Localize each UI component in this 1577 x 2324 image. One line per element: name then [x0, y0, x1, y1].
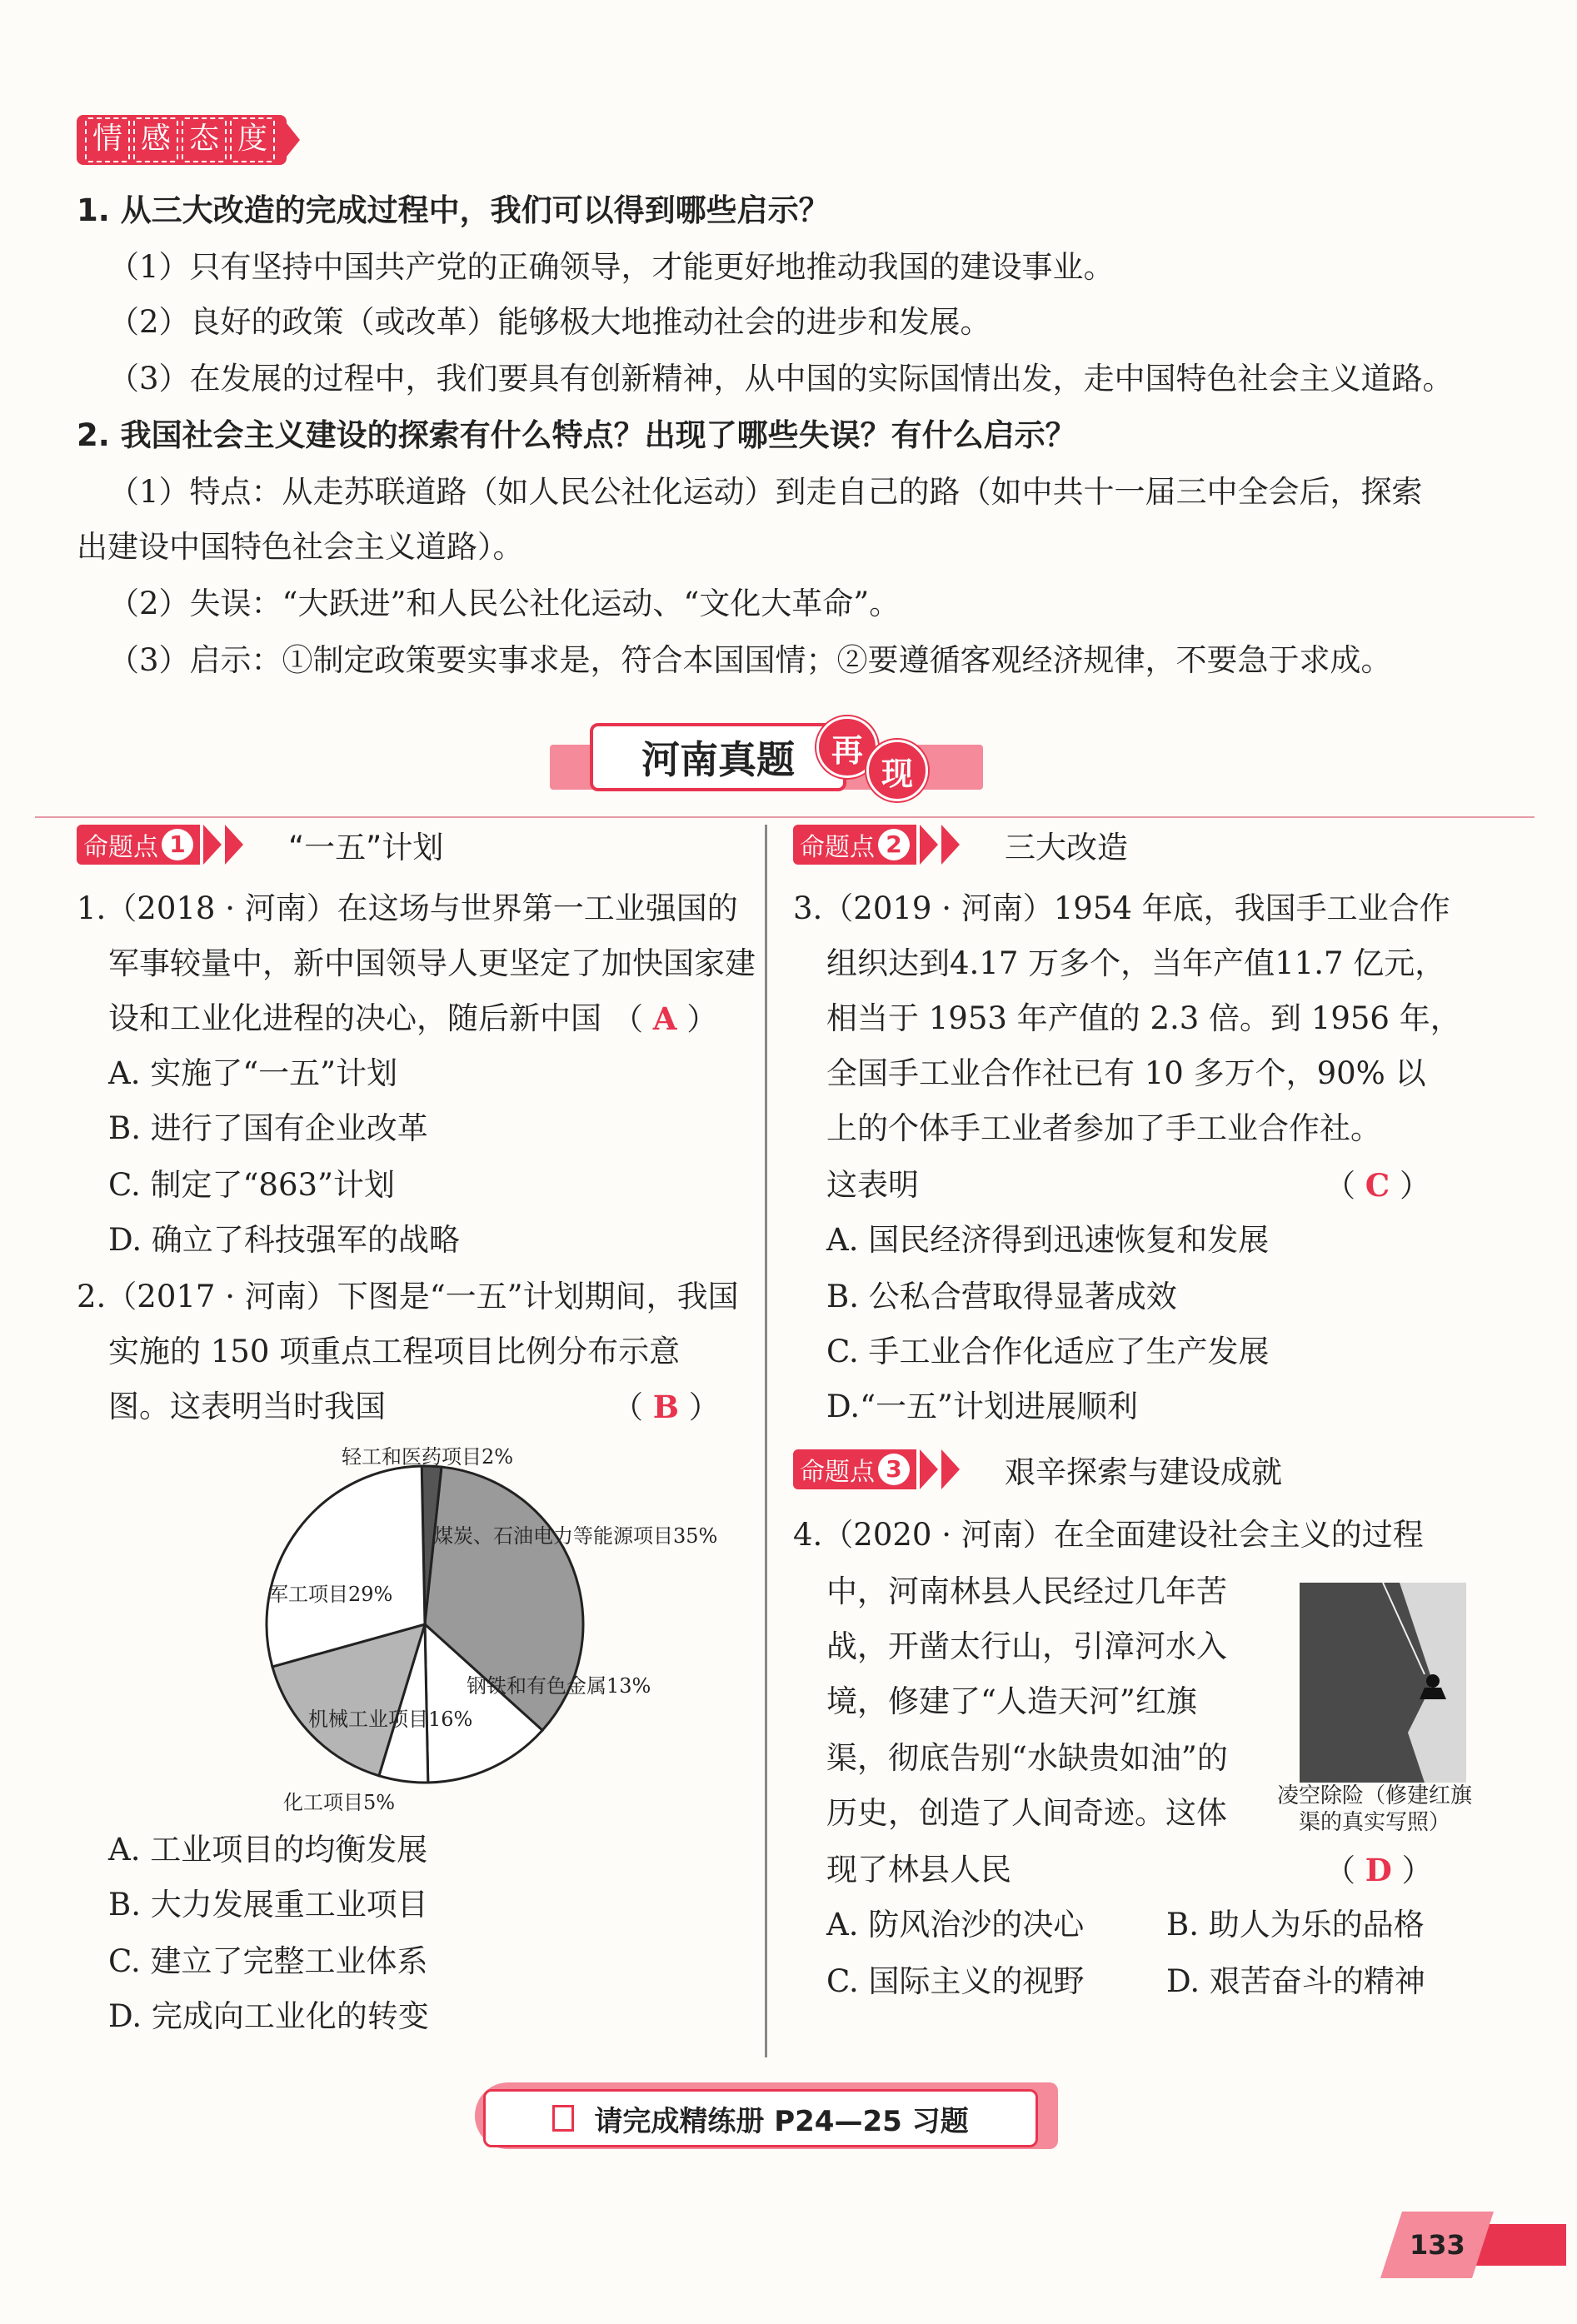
pie-label: 军工项目29%: [268, 1583, 393, 1606]
q3-option: C. 手工业合作化适应了生产发展: [826, 1334, 1270, 1369]
q4-answer-bracket: （ D ）: [1325, 1852, 1433, 1888]
pie-label: 化工项目5%: [283, 1791, 396, 1814]
q1-option: A. 实施了“一五”计划: [108, 1055, 398, 1091]
topic-head-3: [793, 1448, 1282, 1491]
q3-stem: 组织达到4.17 万多个，当年产值11.7 亿元，: [826, 945, 1446, 981]
emotion-answer-line: （3）启示：①制定政策要实事求是，符合本国国情；②要遵循客观经济规律，不要急于求成。: [108, 642, 1392, 678]
q4-option: B. 助人为乐的品格: [1166, 1907, 1425, 1942]
q4-stem: 中，河南林县人民经过几年苦: [826, 1573, 1227, 1609]
chevron-icon: [920, 825, 938, 865]
tag-char: 态: [182, 117, 227, 162]
chevron-icon: [941, 825, 960, 865]
cliff-illustration: [1300, 1583, 1466, 1783]
q4-stem: 4.（2020 · 河南）在全面建设社会主义的过程: [793, 1517, 1424, 1553]
topic-tag: 命题点 3: [793, 1449, 916, 1489]
q3-option: A. 国民经济得到迅速恢复和发展: [826, 1222, 1270, 1258]
emotion-answer-line: 出建设中国特色社会主义道路）。: [77, 529, 524, 565]
emotion-question-1: 1. 从三大改造的完成过程中，我们可以得到哪些启示？: [77, 192, 830, 228]
emotion-answer-line: （2）良好的政策（或改革）能够极大地推动社会的进步和发展。: [108, 304, 991, 340]
pie-label: 轻工和医药项目2%: [342, 1445, 514, 1469]
q4-option: D. 艰苦奋斗的精神: [1166, 1963, 1425, 1999]
pie-label: 机械工业项目16%: [308, 1708, 473, 1731]
q2-option: D. 完成向工业化的转变: [108, 1998, 429, 2034]
footer-note: [483, 2089, 1038, 2147]
q4-option: C. 国际主义的视野: [826, 1963, 1085, 1999]
q2-stem: 实施的 150 项重点工程项目比例分布示意: [108, 1334, 681, 1369]
q3-stem: 这表明: [826, 1167, 919, 1203]
banner-badge: 再: [816, 716, 878, 778]
topic-title: 艰辛探索与建设成就: [1005, 1454, 1282, 1490]
emotion-question-2: 2. 我国社会主义建设的探索有什么特点？出现了哪些失误？有什么启示？: [77, 417, 1076, 453]
emotion-answer-line: （3）在发展的过程中，我们要具有创新精神，从中国的实际国情出发，走中国特色社会主义道路。: [108, 361, 1454, 396]
q1-option: B. 进行了国有企业改革: [108, 1110, 428, 1146]
chevron-icon: [941, 1449, 960, 1489]
q1-stem: 1.（2018 · 河南）在这场与世界第一工业强国的: [77, 890, 738, 926]
q3-stem: 上的个体手工业者参加了手工业合作社。: [826, 1110, 1381, 1146]
tag-char: 度: [230, 117, 275, 162]
tag-char: 情: [85, 117, 130, 162]
tag-char: 感: [133, 117, 178, 162]
q4-stem: 渠，彻底告别“水缺贵如油”的: [826, 1740, 1228, 1776]
section-banner: [550, 716, 983, 791]
q3-stem: 3.（2019 · 河南）1954 年底，我国手工业合作: [793, 890, 1450, 926]
pie-chart: [250, 1449, 600, 1799]
q1-option: D. 确立了科技强军的战略: [108, 1222, 460, 1258]
q3-answer-bracket: （ C ）: [1325, 1167, 1430, 1204]
q2-stem: 图。这表明当时我国: [108, 1389, 386, 1424]
chevron-icon: [920, 1449, 938, 1489]
topic-title: “一五”计划: [288, 830, 444, 865]
q3-option: B. 公私合营取得显著成效: [826, 1279, 1177, 1314]
q2-option: B. 大力发展重工业项目: [108, 1887, 428, 1923]
q2-option: C. 建立了完整工业体系: [108, 1943, 428, 1979]
q1-stem: 军事较量中，新中国领导人更坚定了加快国家建: [108, 945, 756, 981]
pie-label: 煤炭、石油电力等能源项目35%: [433, 1524, 718, 1548]
divider-horizontal: [35, 816, 1535, 818]
photo-caption: 凌空除险（修建红旗渠的真实写照）: [1276, 1783, 1472, 1835]
chevron-icon: [225, 825, 243, 865]
q2-option: A. 工业项目的均衡发展: [108, 1832, 428, 1868]
photo-red-flag-canal: [1300, 1583, 1466, 1783]
q3-stem: 相当于 1953 年产值的 2.3 倍。到 1956 年，: [826, 1000, 1461, 1036]
q1-option: C. 制定了“863”计划: [108, 1167, 395, 1203]
q1-answer-bracket: （ A ）: [612, 1000, 718, 1037]
q4-stem: 境，修建了“人造天河”红旗: [826, 1683, 1197, 1719]
book-icon: [552, 2105, 574, 2132]
banner-badge: 现: [866, 740, 928, 801]
page-number: 133: [1380, 2212, 1494, 2278]
q4-option: A. 防风治沙的决心: [826, 1907, 1085, 1942]
topic-title: 三大改造: [1005, 830, 1128, 865]
q3-stem: 全国手工业合作社已有 10 多万个，90% 以: [826, 1055, 1426, 1091]
emotion-answer-line: （2）失误：“大跃进”和人民公社化运动、“文化大革命”。: [108, 586, 901, 621]
q1-stem: 设和工业化进程的决心，随后新中国: [108, 1000, 601, 1036]
topic-head-1: [77, 823, 443, 866]
emotion-answer-line: （1）特点：从走苏联道路（如人民公社化运动）到走自己的路（如中共十一届三中全会后，探索: [108, 474, 1423, 510]
q2-answer-bracket: （ B ）: [612, 1389, 720, 1425]
q4-stem: 现了林县人民: [826, 1852, 1011, 1888]
topic-tag: 命题点 2: [793, 825, 916, 865]
chevron-icon: [203, 825, 222, 865]
pie-label: 钢铁和有色金属13%: [467, 1674, 651, 1698]
q4-stem: 历史，创造了人间奇迹。这体: [826, 1795, 1227, 1831]
column-divider: [765, 825, 767, 2057]
q2-stem: 2.（2017 · 河南）下图是“一五”计划期间，我国: [77, 1279, 739, 1314]
emotion-answer-line: （1）只有坚持中国共产党的正确领导，才能更好地推动我国的建设事业。: [108, 249, 1115, 285]
footer-text: 请完成精练册 P24—25 习题: [594, 2104, 969, 2138]
q3-option: D.“一五”计划进展顺利: [826, 1389, 1138, 1424]
q4-stem: 战，开凿太行山，引漳河水入: [826, 1628, 1227, 1664]
topic-head-2: [793, 823, 1128, 866]
topic-tag: 命题点 1: [77, 825, 200, 865]
banner-title: 河南真题: [590, 723, 846, 791]
section-tag-emotion: [77, 115, 287, 165]
